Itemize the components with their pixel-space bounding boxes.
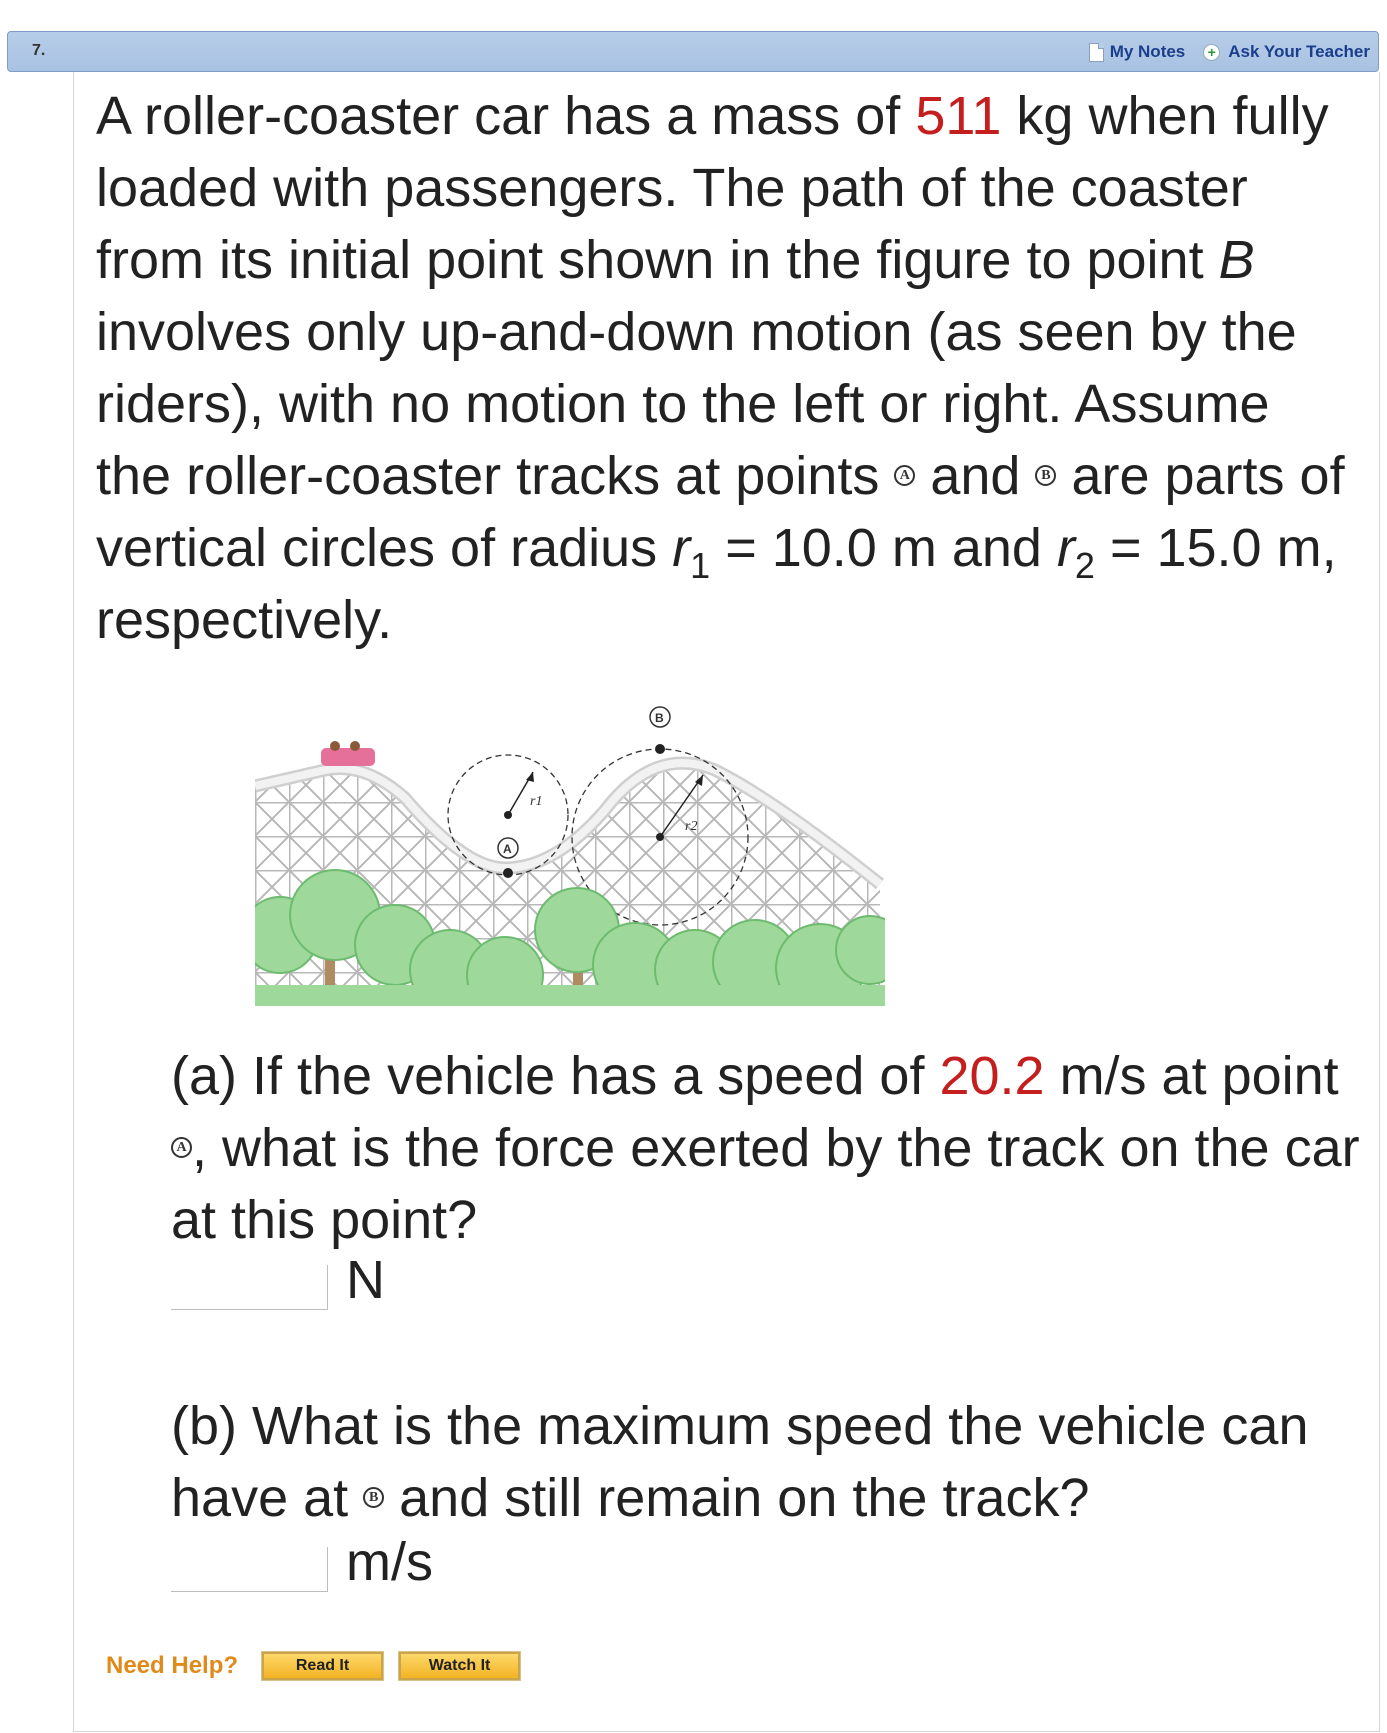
mass-value: 511 [915,86,1002,146]
problem-text: involves only up-and-down motion (as seen by the riders), with no motion to the left or right. Assume the roller-coaster tracks at points [96,302,1297,506]
part-a-text: , what is the force exerted by the track on the car at this point? [171,1118,1360,1250]
problem-text: and [915,446,1036,506]
notes-icon[interactable] [1089,43,1104,62]
my-notes-link[interactable]: My Notes [1109,42,1186,61]
read-it-button[interactable]: Read It [262,1652,383,1680]
radius-subscript-2: 2 [1074,545,1095,586]
point-a-marker: A [171,1137,192,1158]
need-help-label: Need Help? [106,1652,239,1679]
part-b-unit: m/s [346,1532,433,1592]
label-r1: r1 [530,794,543,809]
question-number: 7. [32,42,46,59]
roller-coaster-figure [255,700,885,1006]
label-a: A [503,842,512,856]
radius-symbol: r [1056,518,1075,578]
point-b-italic: B [1218,230,1255,290]
label-b: B [655,711,664,725]
part-a-unit: N [346,1250,385,1310]
part-a-question [171,1040,1361,1256]
ask-teacher-link[interactable]: Ask Your Teacher [1228,42,1370,61]
problem-text: = 10.0 m and [710,518,1057,578]
point-b-marker: B [363,1487,384,1508]
label-r2: r2 [685,819,698,834]
part-b-answer-input[interactable] [171,1547,328,1592]
part-b-text: and still remain on the track? [384,1468,1090,1528]
part-a-answer-input[interactable] [171,1265,328,1310]
problem-text: kg when fully loaded with passengers. The path of the coaster from its initial point shown in the figure to point [96,86,1329,290]
radius-subscript-1: 1 [690,545,711,586]
need-help-bar [106,1652,536,1680]
part-b-question [171,1390,1361,1534]
part-a-text: m/s at point [1044,1046,1339,1106]
problem-statement [96,80,1356,656]
problem-text: are parts of vertical circles of radius [96,446,1345,578]
part-b-answer-row [171,1532,433,1592]
plus-icon[interactable]: + [1203,44,1220,61]
watch-it-button[interactable]: Watch It [399,1652,520,1680]
speed-value: 20.2 [939,1046,1045,1106]
header-actions [1089,42,1370,62]
part-a-answer-row [171,1250,385,1310]
coaster-car [321,741,375,766]
problem-text: = 15.0 m, respectively. [96,518,1337,650]
part-b-text: (b) What is the maximum speed the vehicle can have at [171,1396,1309,1528]
radius-symbol: r [672,518,691,578]
question-header [7,31,1379,72]
part-a-text: (a) If the vehicle has a speed of [171,1046,940,1106]
point-a-marker: A [894,465,915,486]
problem-text: A roller-coaster car has a mass of [96,86,916,146]
point-b-marker: B [1035,465,1056,486]
